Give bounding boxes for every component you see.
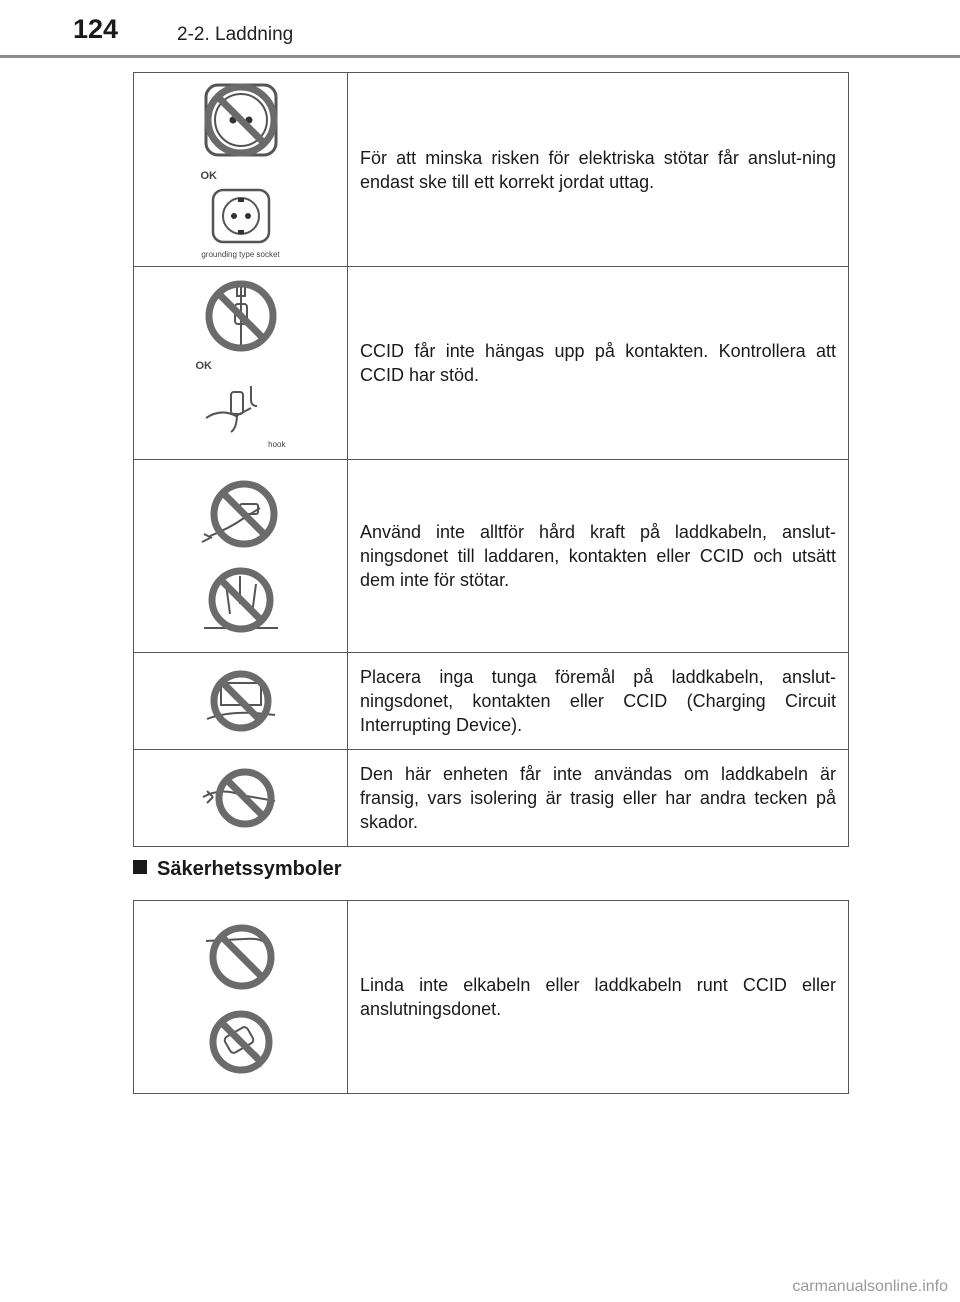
- ok-label: OK: [200, 170, 217, 182]
- warning-text: Den här enheten får inte användas om laddkabeln är fransig, vars isolering är trasig eller har andra tecken på skador.: [348, 750, 849, 847]
- cable-wrap-prohibited-icon: [204, 919, 278, 991]
- table-row: [134, 901, 849, 1094]
- table-row: [134, 653, 849, 750]
- impact-prohibited-icon: [200, 564, 282, 634]
- safety-symbols-table: [133, 900, 849, 1094]
- page-header: [0, 0, 960, 58]
- header-divider: [0, 55, 960, 58]
- table-row: [134, 750, 849, 847]
- damaged-cable-prohibited-icon: [201, 767, 281, 829]
- table-row: [134, 460, 849, 653]
- icon-cell: [134, 750, 348, 847]
- page-number: 124: [73, 14, 119, 44]
- ccid-hanging-prohibited-icon: [203, 278, 279, 354]
- table-row: [134, 73, 849, 267]
- warning-text: Använd inte alltför hård kraft på laddkabeln, anslut-ningsdonet till laddaren, kontakten eller CCID och utsätt dem inte för stötar.: [348, 460, 849, 653]
- warning-text: Placera inga tunga föremål på laddkabeln, anslut-ningsdonet, kontakten eller CCID (Charging Circuit Interrupting Device).: [348, 653, 849, 750]
- excessive-force-prohibited-icon: [200, 478, 282, 550]
- connector-wrap-prohibited-icon: [208, 1009, 274, 1075]
- warning-text: För att minska risken för elektriska stötar får anslut-ning endast ske till ett korrekt jordat uttag.: [348, 73, 849, 267]
- table-row: [134, 267, 849, 460]
- icon-cell: [134, 460, 348, 653]
- grounding-socket-icon: [209, 188, 273, 244]
- hook-label: hook: [268, 439, 286, 449]
- icon-cell: [134, 653, 348, 750]
- grounding-socket-label: grounding type socket: [201, 250, 280, 259]
- ungrounded-socket-prohibited-icon: [201, 80, 281, 160]
- square-bullet-icon: [133, 860, 147, 874]
- warning-text: CCID får inte hängas upp på kontakten. Kontrollera att CCID har stöd.: [348, 267, 849, 460]
- icon-cell: [134, 901, 348, 1094]
- icon-cell: [134, 73, 348, 267]
- ok-label: OK: [195, 359, 212, 372]
- watermark: carmanualsonline.info: [792, 1278, 948, 1295]
- warning-text: Linda inte elkabeln eller laddkabeln runt CCID eller anslutningsdonet.: [348, 901, 849, 1094]
- section-subheading: [133, 858, 342, 881]
- subheading-text: Säkerhetssymboler: [157, 858, 342, 880]
- warning-table: [133, 72, 849, 847]
- icon-cell: [134, 267, 348, 460]
- ccid-supported-by-hook-icon: [201, 378, 281, 434]
- section-title: 2-2. Laddning: [177, 24, 294, 45]
- heavy-object-prohibited-icon: [203, 669, 279, 733]
